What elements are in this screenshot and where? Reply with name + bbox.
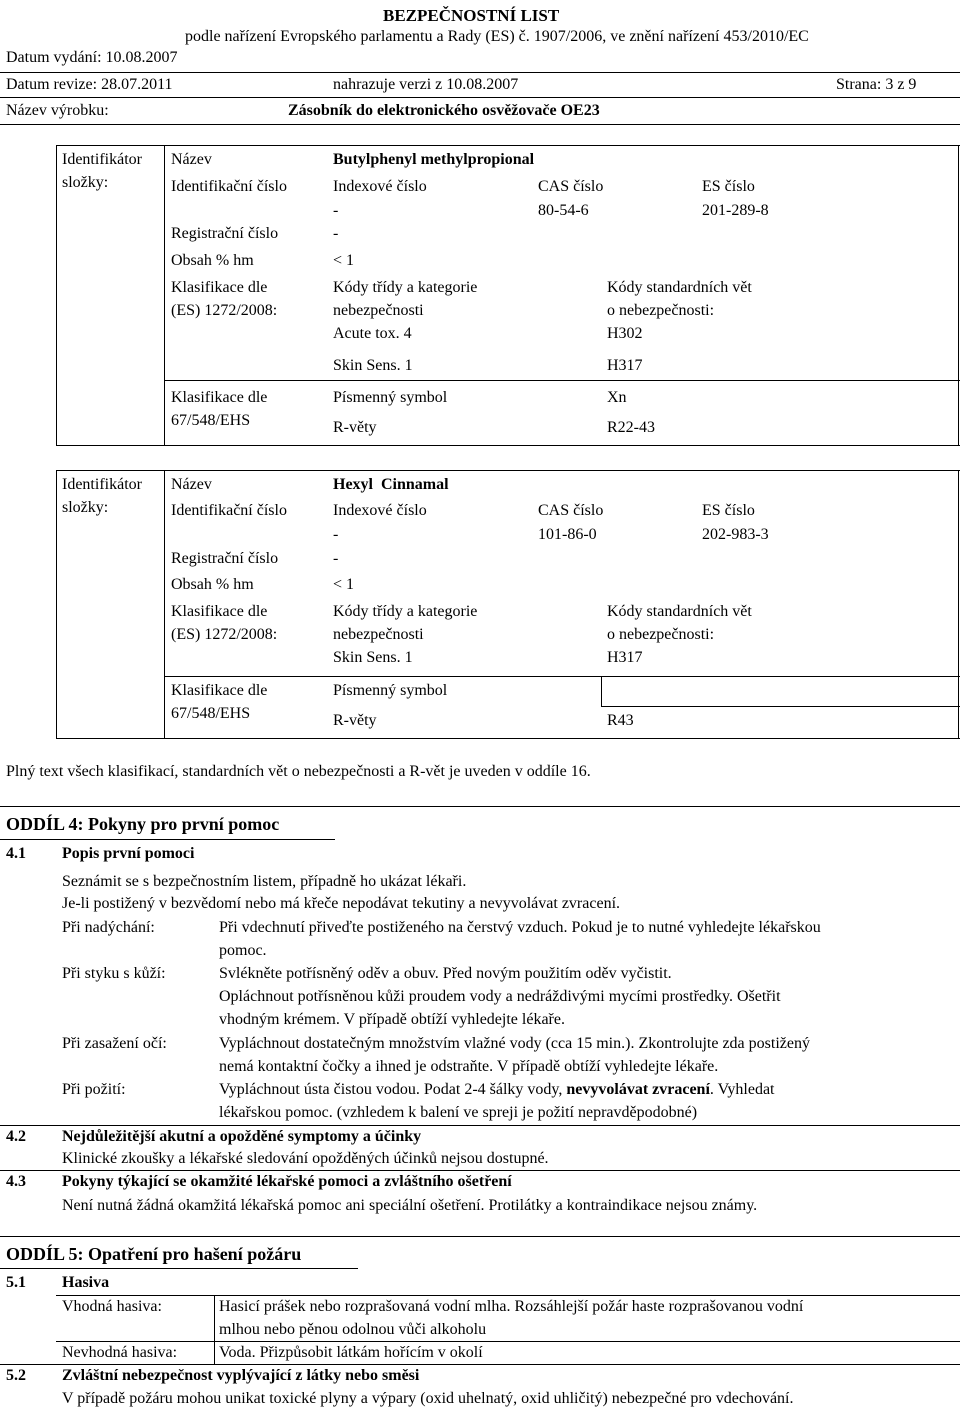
index-value: - — [333, 202, 339, 219]
r-phrases-label: R-věty — [333, 712, 377, 729]
section5-title: ODDÍL 5: Opatření pro hašení požáru — [6, 1244, 302, 1264]
name-label: Název — [171, 476, 212, 493]
es-label: ES číslo — [702, 178, 755, 195]
symbol-label: Písmenný symbol — [333, 389, 448, 406]
hazard-class-label: nebezpečnosti — [333, 302, 424, 319]
content-value: < 1 — [333, 576, 355, 593]
content-value: < 1 — [333, 252, 355, 269]
section-divider — [0, 1236, 960, 1237]
first-aid-text: Je-li postižený v bezvědomí nebo má křeče nepodávat tekutiny a nevyvolávat zvracení. — [62, 895, 621, 912]
full-text-note: Plný text všech klasifikací, standardních vět o nebezpečnosti a R-vět je uveden v oddíle 16. — [6, 763, 591, 780]
subsection-number: 4.2 — [6, 1128, 26, 1145]
eye-contact-text: nemá kontaktní čočky a ihned je odstraňte. V případě obtíží vyhledejte lékaře. — [219, 1058, 719, 1075]
substance-name: Butylphenyl methylpropional — [333, 151, 535, 168]
subsection-title: Nejdůležitější akutní a opožděné symptomy a účinky — [62, 1128, 422, 1145]
ingestion-text-part: . Vyhledat — [709, 1081, 775, 1098]
first-aid-text: Seznámit se s bezpečnostním listem, případně ho ukázat lékaři. — [62, 873, 467, 890]
eye-contact-label: Při zasažení očí: — [62, 1035, 167, 1052]
ingestion-text — [219, 1080, 775, 1100]
dsd-classification-label: Klasifikace dle — [171, 389, 268, 406]
inhalation-text: Při vdechnutí přiveďte postiženého na čerstvý vzduch. Pokud je to nutné vyhledejte lékařskou — [219, 919, 821, 936]
r-phrases-label: R-věty — [333, 419, 377, 436]
inhalation-label: Při nadýchání: — [62, 919, 155, 936]
registration-label: Registrační číslo — [171, 550, 279, 567]
subsection-title: Hasiva — [62, 1274, 110, 1291]
h-statement-label: o nebezpečnosti: — [607, 626, 715, 643]
header-rule — [0, 97, 960, 98]
treatment-text: Není nutná žádná okamžitá lékařská pomoc ani speciální ošetření. Protilátky a kontraindikace nejsou známy. — [62, 1197, 758, 1214]
subsection-number: 4.3 — [6, 1173, 26, 1190]
r-phrases-value: R22-43 — [607, 419, 655, 436]
content-label: Obsah % hm — [171, 576, 254, 593]
es-value: 201-289-8 — [702, 202, 769, 219]
hazard-class-label: nebezpečnosti — [333, 626, 424, 643]
symptoms-text: Klinické zkoušky a lékařské sledování opožděných účinků nejsou dostupné. — [62, 1150, 549, 1167]
component-identifier-label: složky: — [62, 499, 109, 516]
suitable-media-text: mlhou nebo pěnou odolnou vůči alkoholu — [219, 1321, 487, 1338]
section-divider — [0, 839, 335, 840]
section4-title: ODDÍL 4: Pokyny pro první pomoc — [6, 814, 280, 834]
content-label: Obsah % hm — [171, 252, 254, 269]
subsection-number: 5.2 — [6, 1367, 26, 1384]
cas-label: CAS číslo — [538, 178, 604, 195]
es-label: ES číslo — [702, 502, 755, 519]
special-hazards-text: V případě požáru mohou unikat toxické plyny a výpary (oxid uhelnatý, oxid uhličitý) nebezpečné pro vdechování. — [62, 1390, 794, 1407]
ingestion-text: lékařskou pomoc. (vzhledem k balení ve spreji je požití nepravděpodobné) — [219, 1104, 698, 1121]
regulation-subtitle: podle nařízení Evropského parlamentu a Rady (ES) č. 1907/2006, ve znění nařízení 453/2010/EC — [185, 28, 809, 45]
subsection-divider — [56, 1341, 960, 1342]
hazard-class-label: Kódy třídy a kategorie — [333, 603, 478, 620]
hazard-class-label: Kódy třídy a kategorie — [333, 279, 478, 296]
index-label: Indexové číslo — [333, 178, 427, 195]
header-rule — [0, 124, 960, 125]
subsection-number: 4.1 — [6, 845, 26, 862]
page-number: Strana: 3 z 9 — [836, 76, 917, 93]
component-identifier-label: Identifikátor — [62, 476, 142, 493]
replaces-version: nahrazuje verzi z 10.08.2007 — [333, 76, 519, 93]
symbol-label: Písmenný symbol — [333, 682, 448, 699]
subsection-divider — [0, 1125, 960, 1126]
skin-contact-label: Při styku s kůží: — [62, 965, 166, 982]
product-name: Zásobník do elektronického osvěžovače OE23 — [288, 102, 600, 119]
section-divider — [0, 806, 960, 807]
es-value: 202-983-3 — [702, 526, 769, 543]
suitable-media-text: Hasicí prášek nebo rozprašovaná vodní mlha. Rozsáhlejší požár haste rozprašovanou vodní — [219, 1298, 804, 1315]
clp-classification-label: Klasifikace dle — [171, 603, 268, 620]
symbol-value: Xn — [607, 389, 627, 406]
subsection-divider — [0, 1364, 960, 1365]
cas-value: 80-54-6 — [538, 202, 589, 219]
ingestion-label: Při požití: — [62, 1081, 126, 1098]
hazard-class-value: Acute tox. 4 — [333, 325, 412, 342]
unsuitable-media-label: Nevhodná hasiva: — [62, 1344, 178, 1361]
subsection-divider — [56, 1295, 960, 1296]
dsd-classification-label: Klasifikace dle — [171, 682, 268, 699]
registration-label: Registrační číslo — [171, 225, 279, 242]
header-rule — [0, 72, 960, 73]
h-statement-label: Kódy standardních vět — [607, 279, 752, 296]
id-number-label: Identifikační číslo — [171, 178, 287, 195]
skin-contact-text: vhodným krémem. V případě obtíží vyhledejte lékaře. — [219, 1011, 565, 1028]
clp-classification-label: (ES) 1272/2008: — [171, 626, 278, 643]
document-title: BEZPEČNOSTNÍ LIST — [383, 6, 560, 25]
issue-date: Datum vydání: 10.08.2007 — [6, 49, 178, 66]
cas-value: 101-86-0 — [538, 526, 597, 543]
unsuitable-media-text: Voda. Přizpůsobit látkám hořícím v okolí — [219, 1344, 483, 1361]
inhalation-text: pomoc. — [219, 942, 267, 959]
subsection-divider — [0, 1170, 960, 1171]
dsd-classification-label: 67/548/EHS — [171, 705, 251, 722]
subsection-title: Pokyny týkající se okamžité lékařské pomoci a zvláštního ošetření — [62, 1173, 512, 1190]
revision-date: Datum revize: 28.07.2011 — [6, 76, 173, 93]
substance-name: Hexyl Cinnamal — [333, 476, 449, 493]
suitable-media-label: Vhodná hasiva: — [62, 1298, 162, 1315]
registration-value: - — [333, 550, 339, 567]
component-identifier-label: složky: — [62, 174, 109, 191]
cas-label: CAS číslo — [538, 502, 604, 519]
subsection-title: Popis první pomoci — [62, 845, 195, 862]
product-label: Název výrobku: — [6, 102, 109, 119]
dsd-classification-label: 67/548/EHS — [171, 412, 251, 429]
skin-contact-text: Opláchnout potřísněnou kůži proudem vody a nedráždivými mycími prostředky. Ošetřit — [219, 988, 781, 1005]
r-phrases-value: R43 — [607, 712, 634, 729]
skin-contact-text: Svlékněte potřísněný oděv a obuv. Před novým použitím oděv vyčistit. — [219, 965, 672, 982]
hazard-class-value: Skin Sens. 1 — [333, 649, 413, 666]
component-identifier-label: Identifikátor — [62, 151, 142, 168]
subsection-title: Zvláštní nebezpečnost vyplývající z látky nebo směsi — [62, 1367, 420, 1384]
ingestion-warning: nevyvolávat zvracení — [566, 1081, 710, 1098]
section-divider — [0, 1268, 358, 1269]
h-statement-value: H302 — [607, 325, 643, 342]
h-statement-label: Kódy standardních vět — [607, 603, 752, 620]
hazard-class-value: Skin Sens. 1 — [333, 357, 413, 374]
h-statement-value: H317 — [607, 357, 643, 374]
h-statement-value: H317 — [607, 649, 643, 666]
clp-classification-label: Klasifikace dle — [171, 279, 268, 296]
id-number-label: Identifikační číslo — [171, 502, 287, 519]
index-label: Indexové číslo — [333, 502, 427, 519]
clp-classification-label: (ES) 1272/2008: — [171, 302, 278, 319]
registration-value: - — [333, 225, 339, 242]
ingestion-text-part: Vypláchnout ústa čistou vodou. Podat 2-4 šálky vody, — [219, 1081, 563, 1098]
eye-contact-text: Vypláchnout dostatečným množstvím vlažné vody (cca 15 min.). Zkontrolujte zda postižený — [219, 1035, 810, 1052]
index-value: - — [333, 526, 339, 543]
column-divider — [214, 1295, 215, 1364]
subsection-number: 5.1 — [6, 1274, 26, 1291]
name-label: Název — [171, 151, 212, 168]
h-statement-label: o nebezpečnosti: — [607, 302, 715, 319]
